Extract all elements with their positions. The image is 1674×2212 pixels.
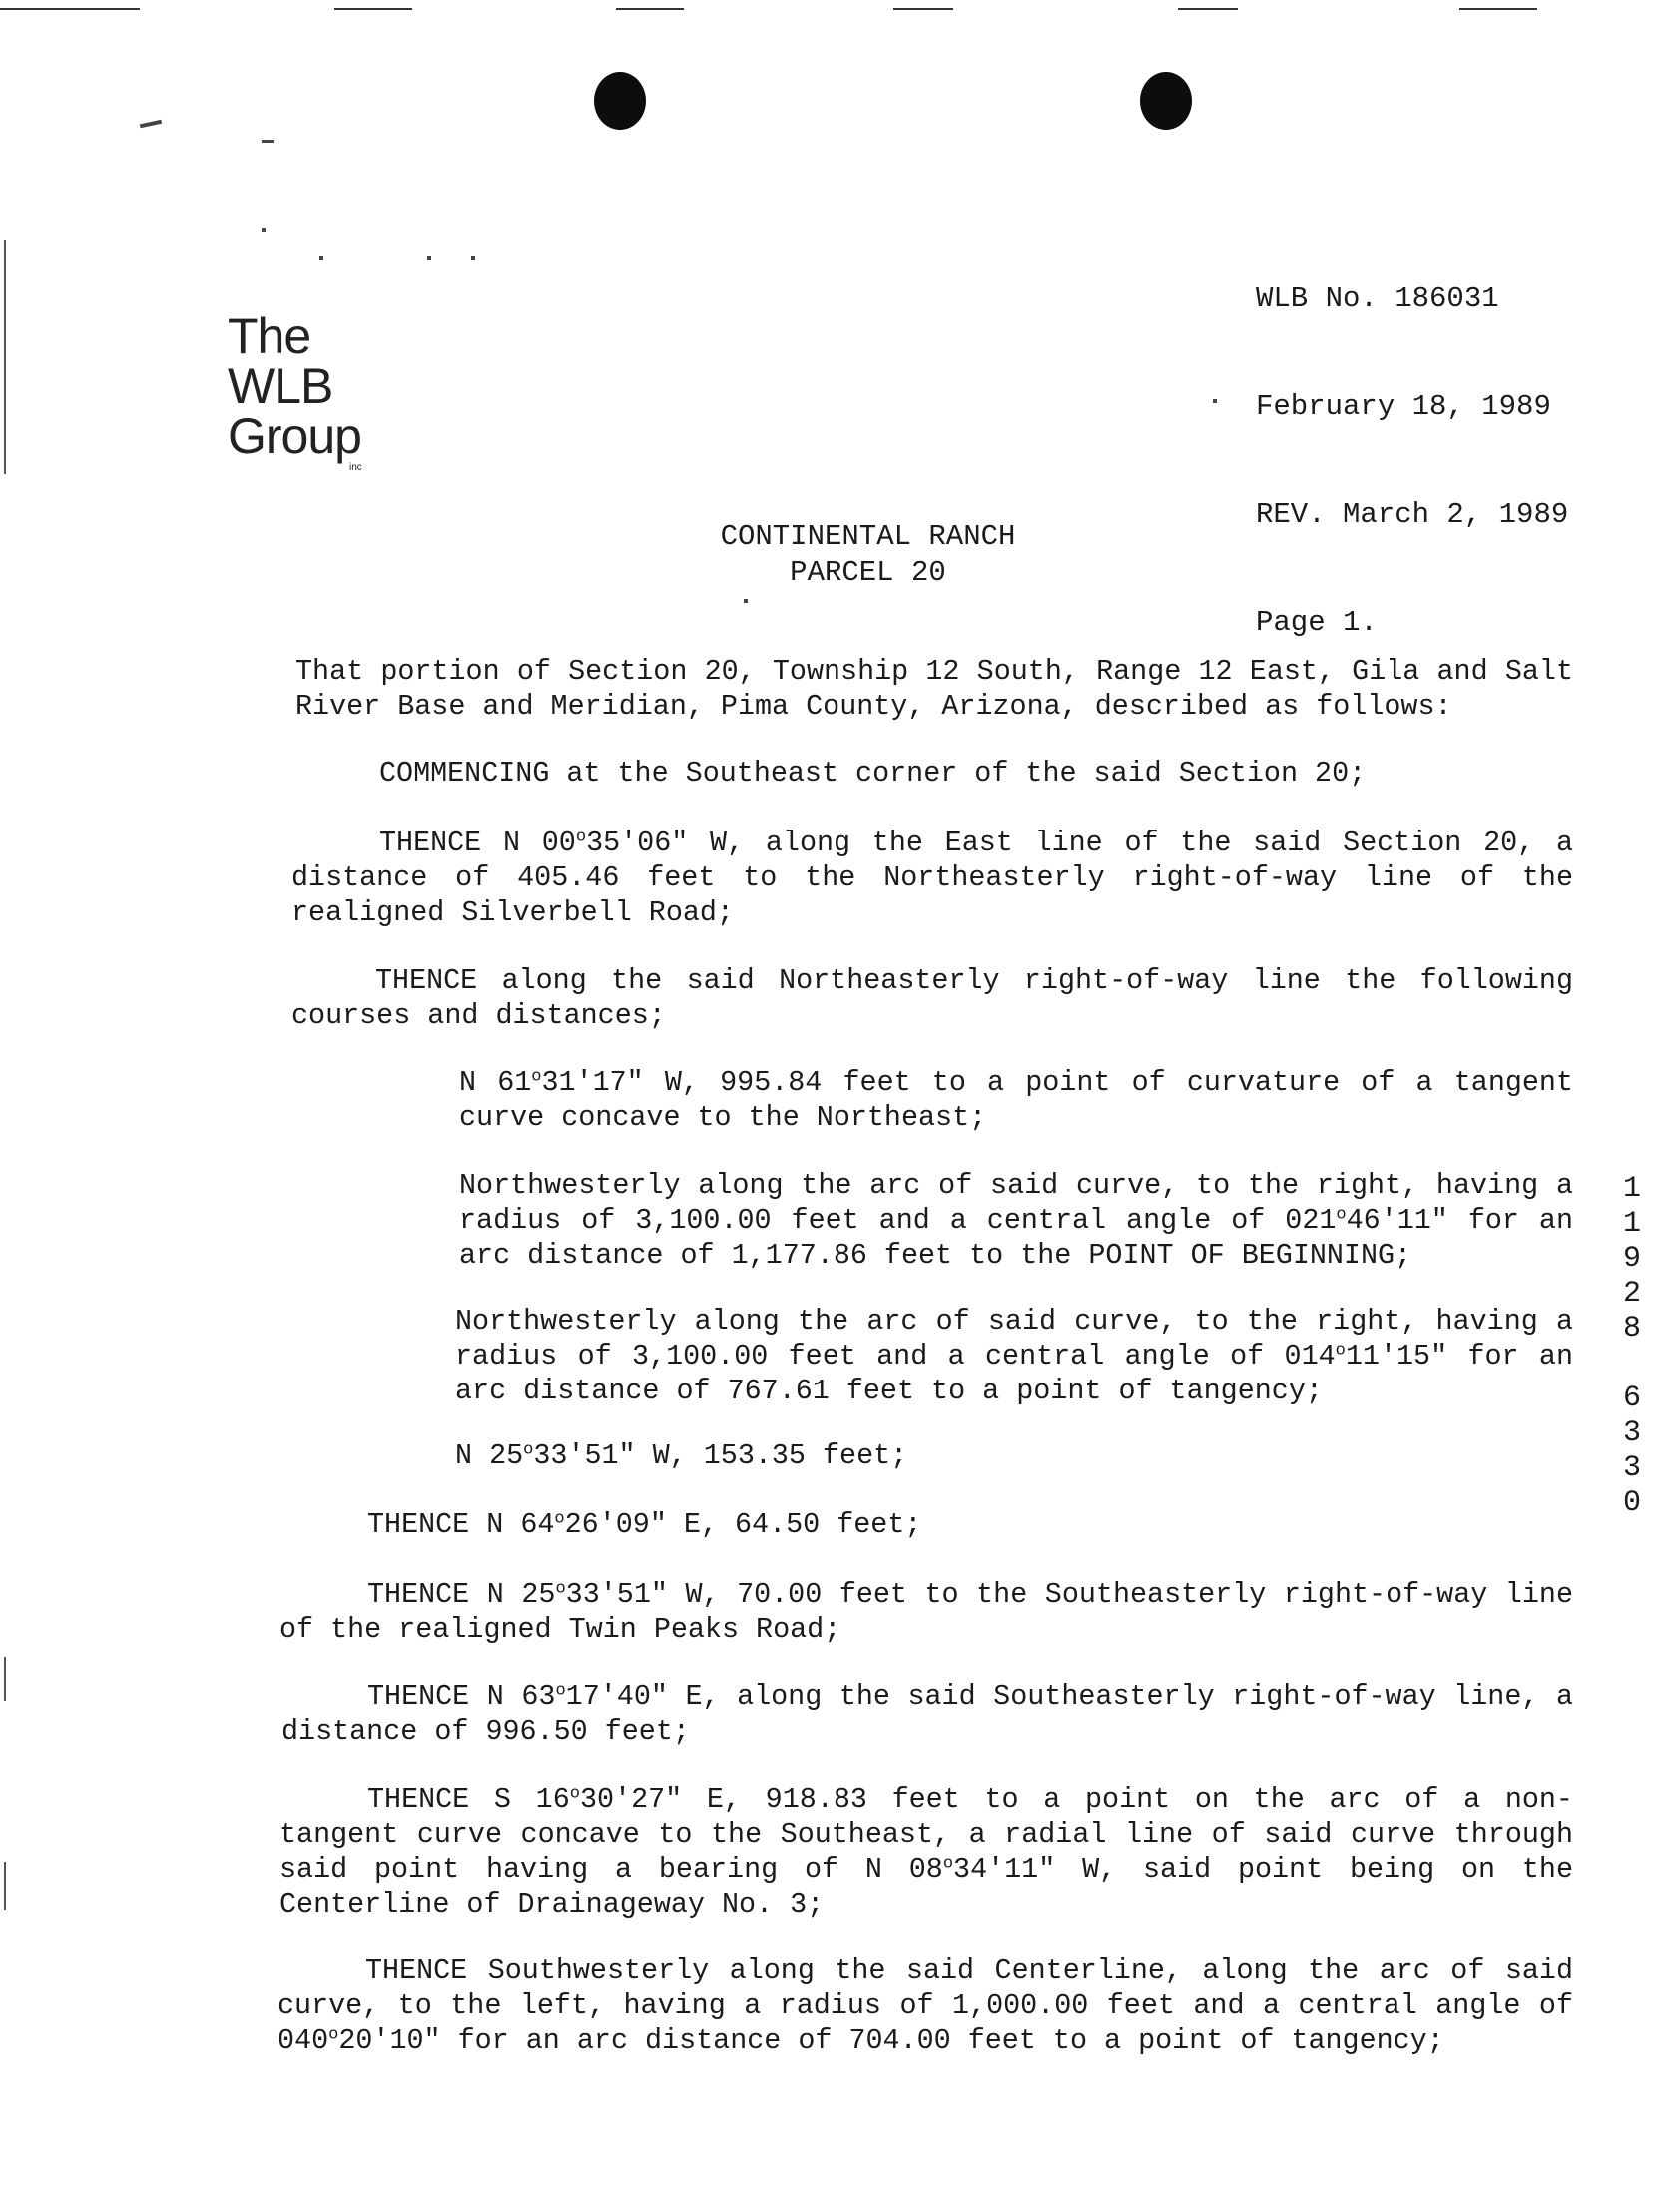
stamp-digit: 9 [1622,1242,1641,1276]
scan-speck [471,256,475,260]
company-logo [228,308,397,473]
scan-margin-line [4,240,6,474]
legal-paragraph: THENCE N 63$^o$17'40" E, along the said Southeasterly right-of-way line, a distance of 996.50 feet; [281,1680,1573,1748]
scan-speck [262,228,266,232]
legal-paragraph: THENCE N 64$^o$26'09" E, 64.50 feet; [367,1508,922,1541]
stamp-digit: 1 [1622,1172,1641,1206]
legal-paragraph: COMMENCING at the Southeast corner of the said Section 20; [379,757,1367,790]
scan-line [893,8,953,10]
logo-suffix: inc [349,462,362,473]
scan-margin-line [4,1862,6,1910]
legal-paragraph: N 25$^o$33'51" W, 153.35 feet; [455,1439,908,1472]
logo-line: Group [228,408,361,464]
stamp-digit: 6 [1622,1382,1641,1415]
scan-margin-line [4,1657,6,1701]
punch-hole [1140,72,1192,130]
scan-speck [319,256,323,260]
logo-line: The [228,308,311,364]
wlb-number: WLB No. 186031 [1256,282,1499,315]
title-line: CONTINENTAL RANCH [720,520,1016,553]
scan-line [0,8,140,10]
legal-paragraph: Northwesterly along the arc of said curve, to the right, having a radius of 3,100.00 feet and a central angle of 014$^o$11'15" for an arc distance of 767.61 feet to a point of tangency; [455,1305,1573,1407]
page-number: Page 1. [1256,606,1378,639]
revision-date: REV. March 2, 1989 [1256,498,1569,531]
legal-paragraph: THENCE N 25$^o$33'51" W, 70.00 feet to the Southeasterly right-of-way line of the realigned Twin Peaks Road; [279,1578,1573,1646]
scan-line [616,8,684,10]
scan-speck [1213,399,1217,403]
scan-speck [140,120,162,128]
stamp-digit: 1 [1622,1207,1641,1241]
stamp-digit: 3 [1622,1451,1641,1485]
stamp-digit: 2 [1622,1277,1641,1311]
scan-line [1178,8,1238,10]
legal-paragraph: That portion of Section 20, Township 12 South, Range 12 East, Gila and Salt River Base and Meridian, Pima County, Arizona, described as follows: [295,655,1573,723]
stamp-digit: 8 [1622,1312,1641,1346]
scan-speck [427,256,431,260]
legal-paragraph: THENCE N 00$^o$35'06" W, along the East line of the said Section 20, a distance of 405.46 feet to the Northeasterly right-of-way line of the realigned Silverbell Road; [291,827,1573,929]
stamp-digit: 0 [1622,1486,1641,1520]
scan-line [334,8,412,10]
legal-paragraph: THENCE along the said Northeasterly right-of-way line the following courses and distances; [291,964,1573,1032]
document-date: February 18, 1989 [1256,390,1551,423]
document-title [0,519,1674,591]
document-header [1256,210,1568,713]
title-line: PARCEL 20 [790,556,946,589]
legal-paragraph: THENCE S 16$^o$30'27" E, 918.83 feet to a point on the arc of a non-tangent curve concave to the Southeast, a radial line of said curve through said point having a bearing of N 08$^o$34'11" W, said point being on the Centerline of Drainageway No. 3; [279,1783,1573,1921]
legal-paragraph: N 61$^o$31'17" W, 995.84 feet to a point of curvature of a tangent curve concave to the Northeast; [459,1066,1574,1134]
scan-speck [744,599,748,603]
logo-line: WLB [228,358,333,414]
scan-line [1459,8,1537,10]
legal-paragraph: Northwesterly along the arc of said curve, to the right, having a radius of 3,100.00 feet and a central angle of 021$^o$46'11" for an arc distance of 1,177.86 feet to the POINT OF BEGINNING; [459,1169,1574,1272]
scan-speck [262,140,274,143]
punch-hole [594,72,646,130]
legal-paragraph: THENCE Southwesterly along the said Centerline, along the arc of said curve, to the left, having a radius of 1,000.00 feet and a central angle of 040$^o$20'10" for an arc distance of 704.00 feet to a point of tangency; [278,1954,1573,2057]
stamp-digit: 3 [1622,1416,1641,1450]
